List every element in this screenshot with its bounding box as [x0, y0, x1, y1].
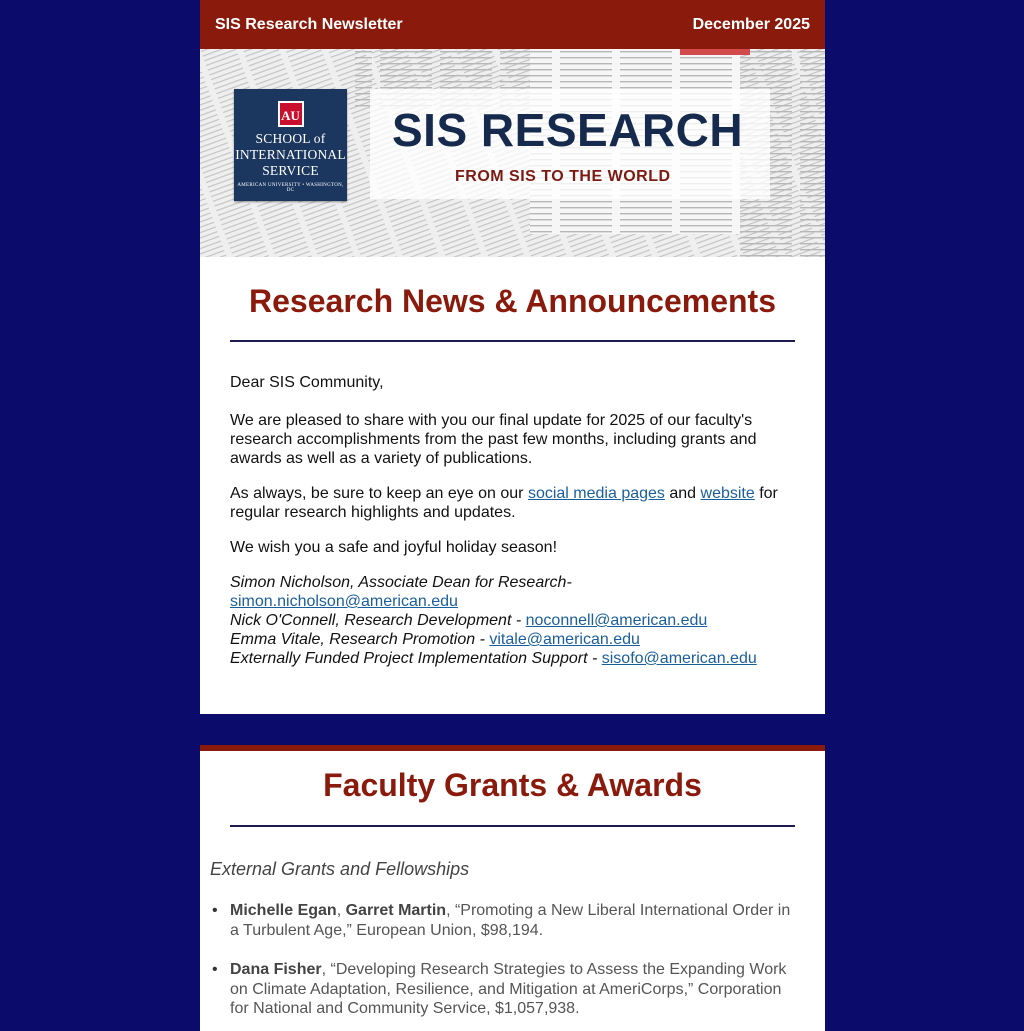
- contact-email-link[interactable]: vitale@american.edu: [489, 631, 640, 648]
- newsletter: [200, 0, 825, 1031]
- grantee-name: Michelle Egan: [230, 902, 337, 919]
- contact-role: Emma Vitale, Research Promotion -: [230, 631, 490, 648]
- and-word: and: [664, 485, 701, 502]
- banner-title: SIS RESEARCH: [392, 104, 744, 156]
- social-media-link[interactable]: social media pages: [527, 485, 665, 502]
- section-gap: [200, 714, 825, 745]
- closing-paragraph: We wish you a safe and joyful holiday season!: [230, 539, 558, 556]
- logo-line-3: SERVICE: [262, 163, 319, 178]
- logo-line-4: AMERICAN UNIVERSITY • WASHINGTON, DC: [237, 183, 344, 193]
- newsletter-date: December 2025: [692, 15, 810, 33]
- stay-tuned-pre: As always, be sure to keep an eye on our: [230, 485, 528, 502]
- grantee-name: Dana Fisher: [230, 961, 322, 978]
- list-item: [230, 901, 795, 940]
- contact-email-link[interactable]: sisofo@american.edu: [601, 650, 757, 667]
- grantee-name: Garret Martin: [345, 902, 447, 919]
- contacts-block: [230, 573, 795, 668]
- contact-row: [230, 611, 795, 630]
- announcements-section: [200, 257, 825, 714]
- list-item: [230, 960, 795, 1019]
- au-seal-icon: AU: [278, 101, 304, 127]
- stay-tuned-post: for regular research highlights and updates.: [230, 485, 778, 521]
- announcements-body: [230, 373, 795, 668]
- contact-email-link[interactable]: simon.nicholson@american.edu: [230, 593, 458, 610]
- name-separator: ,: [336, 902, 346, 919]
- intro-paragraph: We are pleased to share with you our final update for 2025 of our faculty's research accomplishments from the past few months, including grants and awards as well as a variety of publications.: [230, 412, 757, 467]
- newsletter-header: [200, 0, 825, 49]
- stay-tuned-paragraph: [230, 484, 795, 522]
- grants-subheading: External Grants and Fellowships: [210, 859, 470, 879]
- grants-heading: Faculty Grants & Awards: [323, 767, 702, 803]
- newsletter-name: SIS Research Newsletter: [215, 15, 403, 33]
- logo-line-1: SCHOOL of: [255, 131, 326, 146]
- contact-role: Simon Nicholson, Associate Dean for Research-: [230, 574, 572, 591]
- grants-section: [200, 745, 825, 1031]
- section-divider: [230, 340, 795, 342]
- banner-image: [200, 49, 825, 257]
- logo-line-2: INTERNATIONAL: [235, 147, 346, 162]
- contact-row: [230, 630, 795, 649]
- grants-list: [230, 901, 795, 1019]
- contact-role: Nick O'Connell, Research Development -: [230, 612, 526, 629]
- grant-description: , “Promoting a New Liberal International Order in a Turbulent Age,” European Union, $98,194.: [230, 902, 791, 939]
- announcements-heading: Research News & Announcements: [249, 283, 776, 319]
- website-link[interactable]: website: [700, 485, 755, 502]
- section-divider: [230, 825, 795, 827]
- grant-description: , “Developing Research Strategies to Assess the Expanding Work on Climate Adaptation, Resilience, and Mitigation at AmeriCorps,” Corporation for National and Community Service, $1,057,938.: [230, 961, 787, 1017]
- contact-row: [230, 573, 795, 611]
- contact-email-link[interactable]: noconnell@american.edu: [525, 612, 708, 629]
- greeting: Dear SIS Community,: [230, 374, 384, 391]
- contact-row: [230, 649, 795, 668]
- banner-subtitle: FROM SIS TO THE WORLD: [455, 168, 671, 185]
- sis-logo: [234, 89, 347, 201]
- contact-role: Externally Funded Project Implementation Support -: [230, 650, 602, 667]
